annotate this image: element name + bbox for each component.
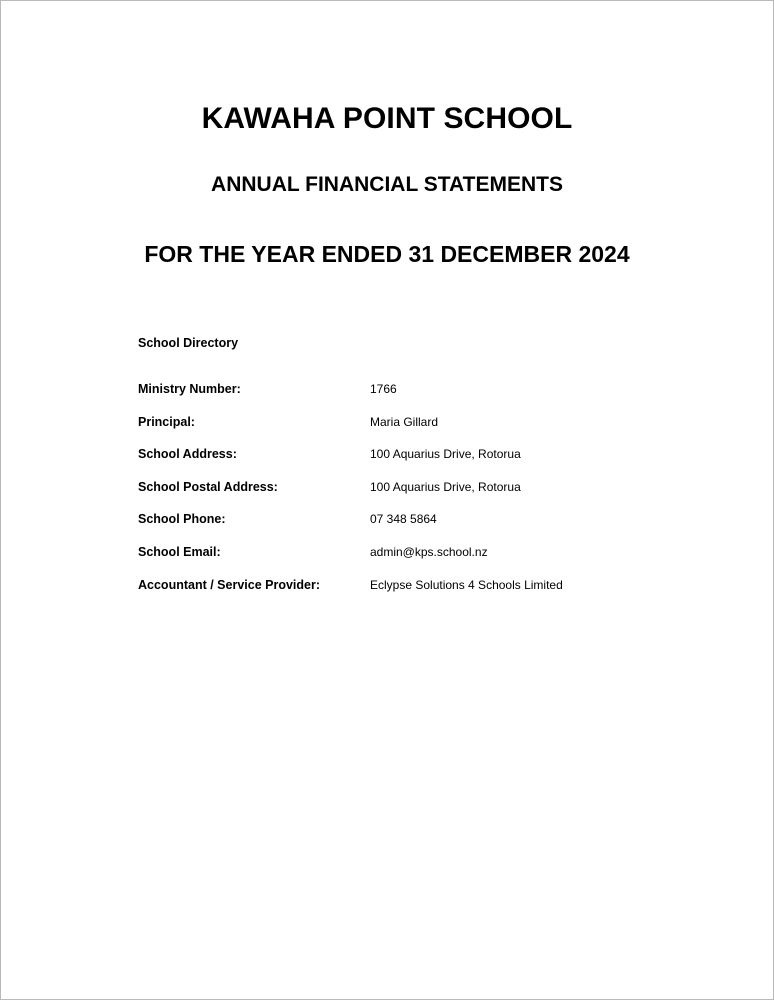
directory-row-service-provider <box>138 578 698 594</box>
directory-row-principal <box>138 415 698 431</box>
school-directory-heading: School Directory <box>138 336 239 350</box>
directory-value: admin@kps.school.nz <box>370 545 488 559</box>
directory-row-school-email <box>138 545 698 561</box>
directory-value: Eclypse Solutions 4 Schools Limited <box>370 578 563 592</box>
directory-label: School Postal Address: <box>138 480 278 494</box>
directory-row-school-address <box>138 447 698 463</box>
directory-label: Accountant / Service Provider: <box>138 578 321 592</box>
directory-label: Principal: <box>138 415 195 429</box>
directory-value: 100 Aquarius Drive, Rotorua <box>370 447 521 461</box>
directory-row-postal-address <box>138 480 698 496</box>
directory-label: Ministry Number: <box>138 382 241 396</box>
school-name-title: KAWAHA POINT SCHOOL <box>201 102 573 135</box>
directory-value: 100 Aquarius Drive, Rotorua <box>370 480 521 494</box>
directory-row-school-phone <box>138 512 698 528</box>
directory-value: 07 348 5864 <box>370 512 437 526</box>
directory-label: School Phone: <box>138 512 226 526</box>
statements-title: ANNUAL FINANCIAL STATEMENTS <box>211 173 563 196</box>
directory-value: Maria Gillard <box>370 415 439 429</box>
directory-value: 1766 <box>370 382 397 396</box>
directory-row-ministry-number <box>138 382 698 398</box>
period-title: FOR THE YEAR ENDED 31 DECEMBER 2024 <box>144 241 630 267</box>
directory-label: School Address: <box>138 447 237 461</box>
directory-label: School Email: <box>138 545 221 559</box>
